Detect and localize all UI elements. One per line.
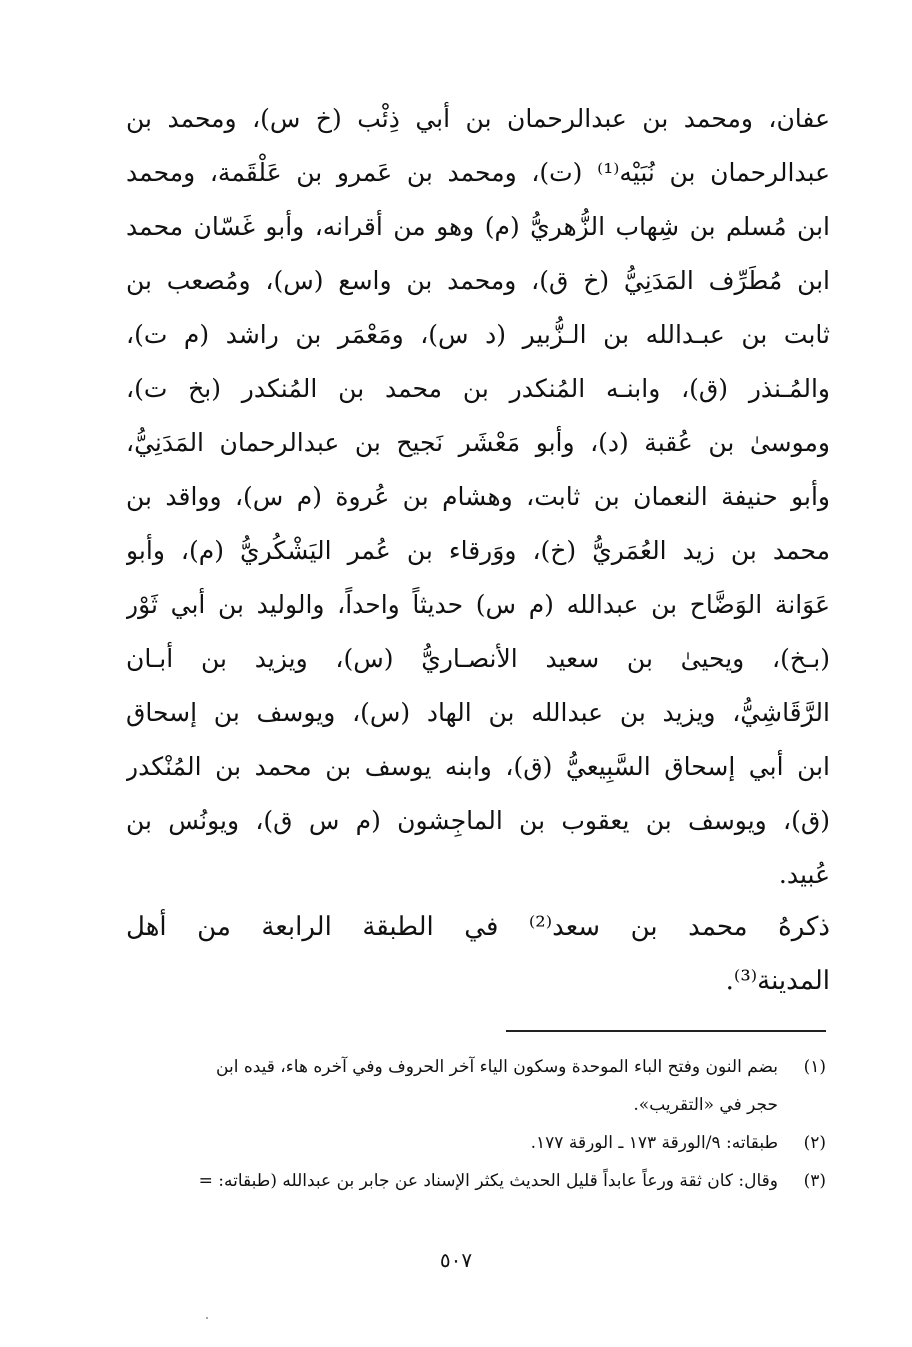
text-line: ابن مُطَرِّف المَدَنِيُّ (خ ق)، ومحمد بن واسع (س)، ومُصعب بن [126, 266, 830, 295]
footnote-2 [86, 1124, 826, 1162]
footnote-text [86, 1162, 778, 1200]
text-line: ابن أبي إسحاق السَّبِيعيُّ (ق)، وابنه يوسف بن محمد بن المُنْكدر [126, 752, 830, 781]
scan-speck [206, 1317, 208, 1319]
footnote-number: (٣) [803, 1171, 826, 1191]
footnote-text [86, 1048, 778, 1124]
text-line: الرَّقَاشِيُّ، ويزيد بن عبدالله بن الهاد (س)، ويوسف بن إسحاق [126, 698, 830, 727]
text-line: ذكرهُ محمد بن سعد⁽²⁾ في الطبقة الرابعة من أهل [126, 912, 830, 942]
main-paragraph [126, 92, 830, 902]
text-line: وموسىٰ بن عُقبة (د)، وأبو مَعْشَر نَجيح بن عبدالرحمان المَدَنِيُّ، [126, 428, 830, 457]
text-line: ثابت بن عبـدالله بن الـزُّبير (د س)، ومَعْمَر بن راشد (م ت)، [126, 320, 830, 349]
footnote-number: (٢) [803, 1133, 826, 1153]
text-line: وأبو حنيفة النعمان بن ثابت، وهشام بن عُروة (م س)، وواقد بن [126, 482, 830, 511]
text-line: عُبيد. [778, 860, 830, 889]
footnote-line: وقال: كان ثقة ورعاً عابداً قليل الحديث يكثر الإسناد عن جابر بن عبدالله (طبقاته: = [198, 1171, 778, 1191]
footnote-3 [86, 1162, 826, 1200]
footnote-text [86, 1124, 778, 1162]
footnote-line: بضم النون وفتح الباء الموحدة وسكون الياء آخر الحروف وفي آخره هاء، قيده ابن [216, 1057, 778, 1077]
text-line: محمد بن زيد العُمَريُّ (خ)، ووَرقاء بن عُمر اليَشْكُريُّ (م)، وأبو [126, 536, 830, 565]
footnote-line: طبقاته: ٩/الورقة ١٧٣ ـ الورقة ١٧٧. [530, 1133, 778, 1153]
text-line: عَوَانة الوَضَّاح بن عبدالله (م س) حديثاً واحداً، والوليد بن أبي ثَوْر [126, 590, 830, 619]
page-number: ٥٠٧ [439, 1248, 473, 1272]
text-line: (ق)، ويوسف بن يعقوب بن الماجِشون (م س ق)، ويونُس بن [126, 806, 830, 835]
footnote-line: حجر في «التقريب». [633, 1095, 778, 1115]
text-line: المدينة⁽³⁾. [725, 966, 830, 996]
footnote-1 [86, 1048, 826, 1124]
text-line: عبدالرحمان بن نُبَيْه⁽¹⁾ (ت)، ومحمد بن عَمرو بن عَلْقَمة، ومحمد [126, 158, 830, 187]
text-line: ابن مُسلم بن شِهاب الزُّهريُّ (م) وهو من أقرانه، وأبو غَسّان محمد [126, 212, 830, 241]
second-paragraph [126, 900, 830, 1008]
footnote-separator [506, 1030, 826, 1032]
footnotes [86, 1048, 826, 1200]
text-line: (بـخ)، ويحيىٰ بن سعيد الأنصـاريُّ (س)، ويزيد بن أبـان [126, 644, 830, 673]
text-line: عفان، ومحمد بن عبدالرحمان بن أبي ذِئْب (خ س)، ومحمد بن [126, 104, 830, 133]
footnote-number: (١) [803, 1057, 826, 1077]
text-line: والمُـنذر (ق)، وابنـه المُنكدر بن محمد بن المُنكدر (بخ ت)، [126, 374, 830, 403]
